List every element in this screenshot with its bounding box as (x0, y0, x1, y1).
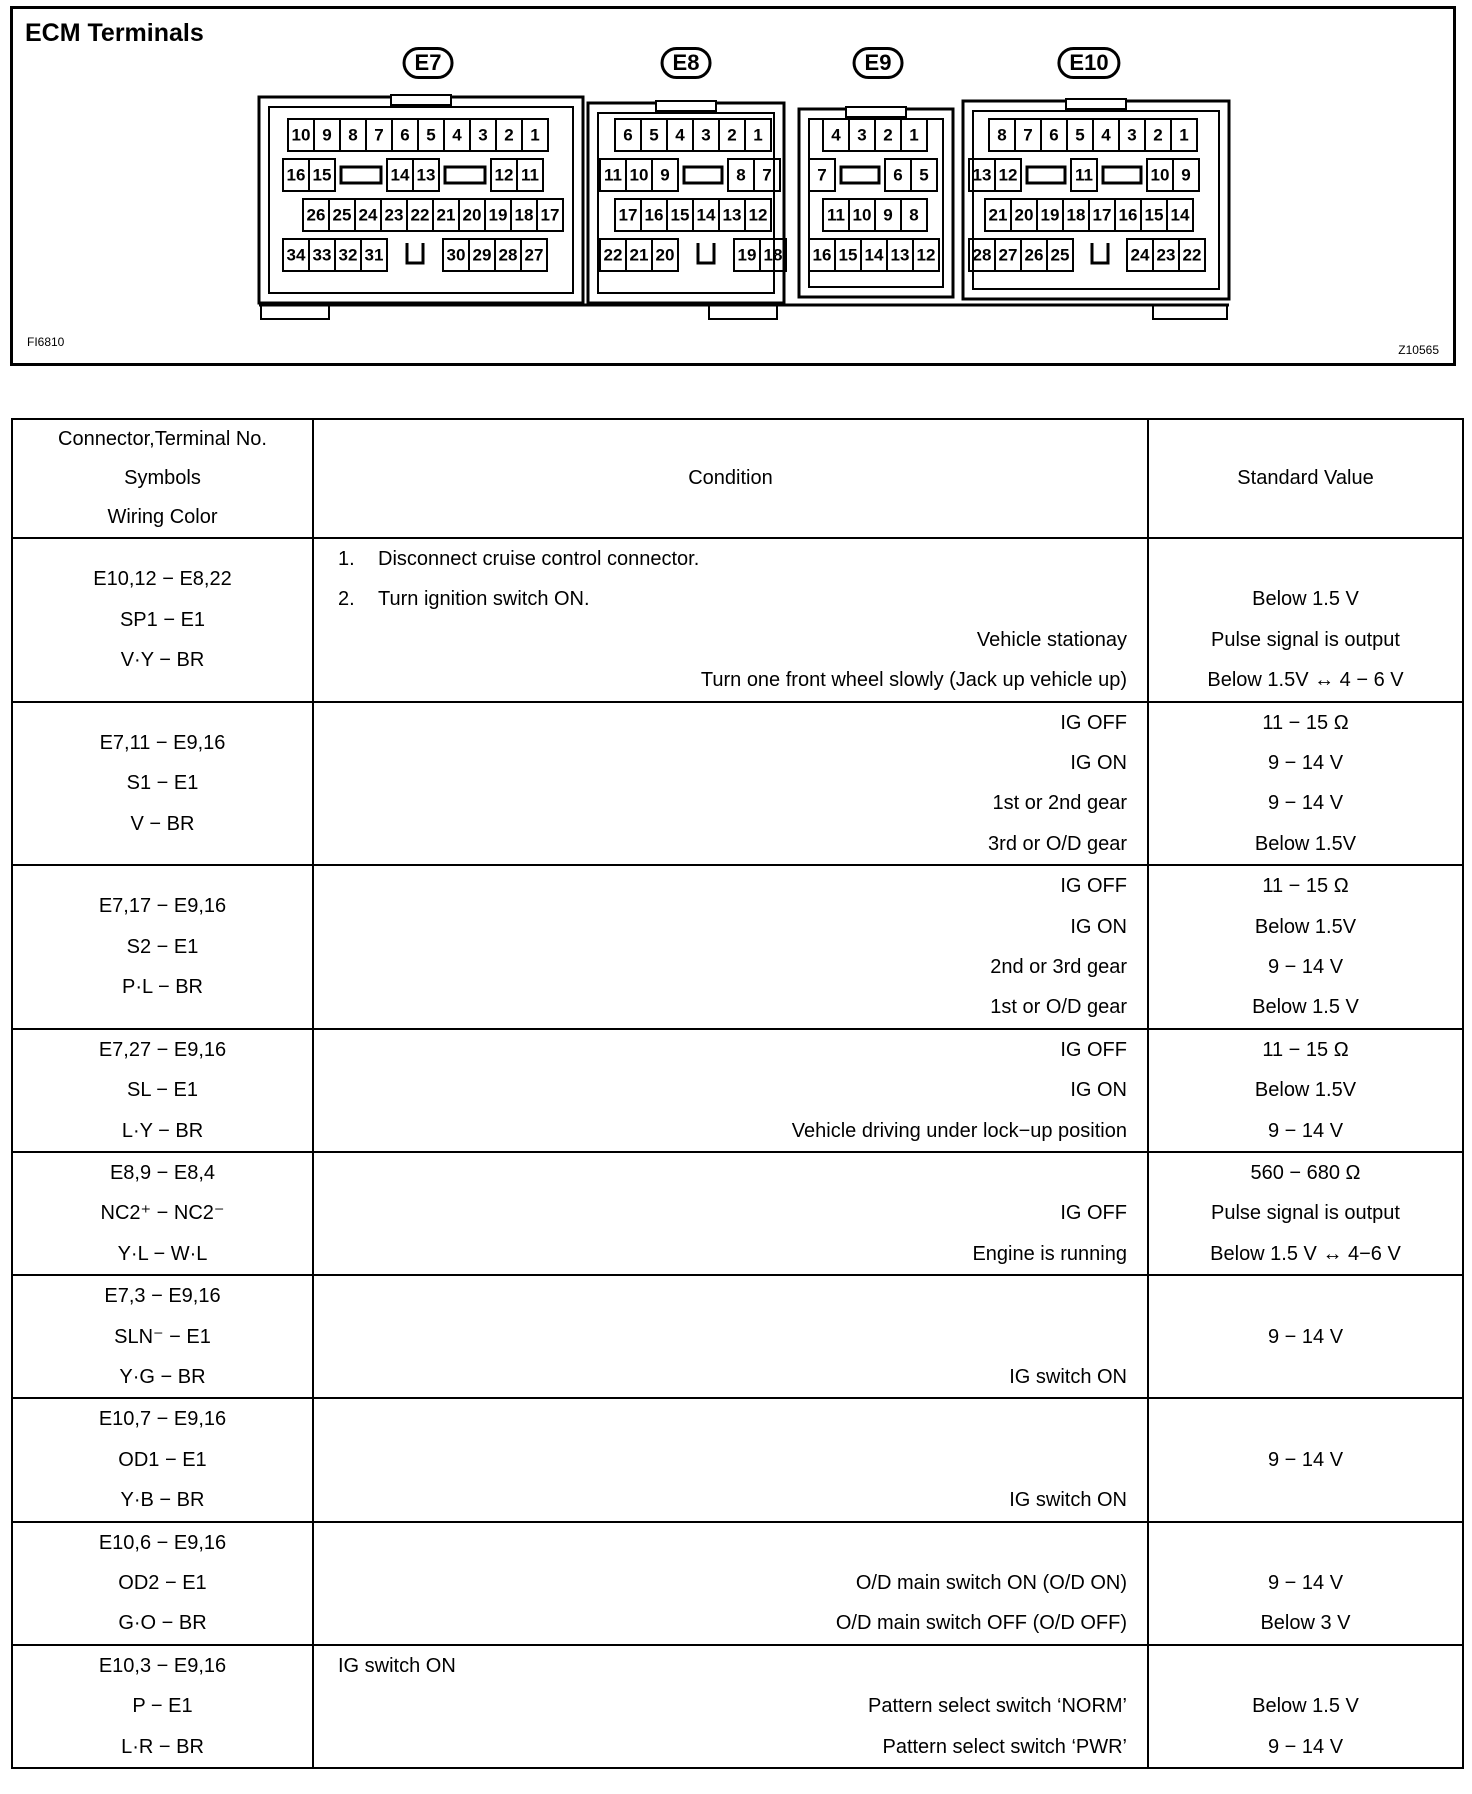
terminal-number-e9: 8 (909, 205, 919, 225)
terminal-number-e10: 4 (1101, 125, 1111, 145)
condition-step (314, 579, 1147, 619)
mounting-tab-center (709, 305, 777, 319)
terminal-number-e10: 3 (1127, 125, 1137, 145)
condition-cell (313, 1645, 1148, 1768)
terminal-number-e7: 17 (540, 205, 560, 225)
table-row (12, 538, 1463, 702)
terminal-number-e7: 33 (312, 245, 332, 265)
standard-value-line: Below 1.5 V (1252, 1695, 1359, 1718)
terminal-number-e9: 2 (883, 125, 893, 145)
terminal-number-e10: 15 (1144, 205, 1164, 225)
terminal-number-e8: 7 (762, 165, 772, 185)
terminal-number-e8: 19 (737, 245, 757, 265)
terminal-cell (12, 1152, 313, 1275)
terminal-number-e8: 22 (603, 245, 623, 265)
terminal-number-e7: 29 (472, 245, 492, 265)
terminal-cell (12, 1029, 313, 1152)
terminal-number-e7: 32 (338, 245, 358, 265)
standard-value-line: 9 − 14 V (1267, 752, 1344, 775)
terminal-number-e10: 12 (998, 165, 1018, 185)
standard-value-line: 9 − 14 V (1267, 1325, 1344, 1348)
terminal-number-e8: 15 (670, 205, 690, 225)
terminal-number-e10: 10 (1150, 165, 1170, 185)
condition-line: 2nd or 3rd gear (990, 956, 1127, 978)
header-standard-value: Standard Value (1148, 419, 1463, 538)
terminal-number-e9: 11 (827, 205, 845, 225)
standard-value-line: Below 3 V (1260, 1612, 1351, 1635)
terminal-number-e10: 7 (1023, 125, 1033, 145)
terminal-number-e10: 23 (1156, 245, 1176, 265)
terminal-number-e7: 8 (348, 125, 358, 145)
terminal-number-e7: 24 (358, 205, 378, 225)
terminal-number: E10,6 − E9,16 (98, 1531, 227, 1554)
terminal-number-e8: 2 (727, 125, 737, 145)
standard-value-line: Below 1.5V ↔ 4 − 6 V (1207, 669, 1404, 692)
terminal-number-e7: 23 (384, 205, 404, 225)
figure-code-left: FI6810 (27, 335, 65, 349)
terminal-number-e8: 5 (649, 125, 659, 145)
terminal-number-e8: 13 (722, 205, 742, 225)
standard-value-cell (1148, 865, 1463, 1029)
terminal-number-e7: 28 (498, 245, 518, 265)
condition-cell (313, 865, 1148, 1029)
terminal-number-e7: 5 (426, 125, 436, 145)
condition-line: Turn one front wheel slowly (Jack up vehicle up) (700, 669, 1127, 692)
terminal-number-e8: 9 (660, 165, 670, 185)
terminal-wiring-color: L·R − BR (121, 1735, 204, 1758)
terminal-number-e7: 34 (286, 245, 306, 265)
terminal-number-e7: 1 (530, 125, 540, 145)
terminal-wiring-color: V − BR (130, 812, 195, 835)
standard-value-line: Below 1.5 V (1252, 996, 1359, 1019)
connector-diagram (13, 9, 1453, 363)
standard-value-cell (1148, 1275, 1463, 1398)
condition-cell (313, 538, 1148, 702)
ecm-terminals-figure (10, 6, 1456, 366)
condition-cell (313, 702, 1148, 866)
condition-line: 1st or 2nd gear (992, 792, 1127, 815)
terminal-number-e8: 16 (644, 205, 664, 225)
header-terminal (12, 419, 313, 538)
standard-value-line: Below 1.5V (1254, 915, 1357, 938)
condition-cell (313, 1029, 1148, 1152)
terminal-number-e8: 14 (696, 205, 716, 225)
terminal-number-e10: 24 (1130, 245, 1150, 265)
standard-value-cell (1148, 1645, 1463, 1768)
terminal-number-e7: 31 (364, 245, 384, 265)
terminal-number-e7: 20 (462, 205, 482, 225)
terminal-number-e9: 3 (857, 125, 867, 145)
terminal-wiring-color: Y·B − BR (120, 1489, 205, 1512)
terminal-number-e10: 13 (972, 165, 992, 185)
connector-key-notch (407, 243, 423, 263)
terminal-number: E10,7 − E9,16 (98, 1408, 227, 1431)
connector-key-slot (1103, 167, 1141, 183)
terminal-cell (12, 1398, 313, 1521)
terminal-wiring-color: P·L − BR (122, 976, 203, 999)
terminal-symbols: SL − E1 (127, 1079, 198, 1102)
standard-value-line: Below 1.5V (1254, 1079, 1357, 1102)
standard-value-line: 9 − 14 V (1267, 956, 1344, 978)
standard-value-line: 560 − 680 Ω (1250, 1161, 1361, 1184)
condition-step (314, 539, 1147, 579)
terminal-number-e7: 3 (478, 125, 488, 145)
condition-line: IG OFF (1060, 875, 1127, 898)
ecm-terminal-table (11, 418, 1464, 1769)
connector-label-e7: E7 (403, 47, 454, 79)
terminal-number-e10: 8 (997, 125, 1007, 145)
terminal-number: E7,17 − E9,16 (98, 895, 227, 918)
terminal-number-e8: 11 (604, 165, 622, 185)
terminal-number: E10,12 − E8,22 (93, 568, 232, 591)
terminal-number-e8: 12 (748, 205, 768, 225)
table-row (12, 1029, 1463, 1152)
terminal-number-e9: 6 (893, 165, 903, 185)
condition-line: Pattern select switch ‘NORM’ (868, 1695, 1127, 1718)
terminal-number-e7: 22 (410, 205, 430, 225)
condition-line: Vehicle driving under lock−up position (791, 1119, 1127, 1142)
terminal-number-e10: 5 (1075, 125, 1085, 145)
condition-line: Engine is running (972, 1242, 1127, 1265)
standard-value-cell (1148, 702, 1463, 866)
condition-line: O/D main switch ON (O/D ON) (855, 1571, 1127, 1594)
terminal-number-e7: 25 (332, 205, 352, 225)
table-row (12, 865, 1463, 1029)
standard-value-cell (1148, 1398, 1463, 1521)
terminal-number-e10: 1 (1179, 125, 1189, 145)
condition-line: IG switch ON (1009, 1489, 1127, 1512)
table-header-row (12, 419, 1463, 538)
terminal-number-e10: 26 (1024, 245, 1044, 265)
terminal-number-e8: 10 (629, 165, 649, 185)
terminal-number-e9: 5 (919, 165, 929, 185)
condition-line: Vehicle stationay (976, 628, 1127, 651)
condition-note: IG switch ON (338, 1654, 456, 1677)
terminal-number-e10: 27 (998, 245, 1018, 265)
connector-latch-e10 (1066, 99, 1126, 109)
condition-line: IG OFF (1060, 711, 1127, 734)
terminal-number-e9: 9 (883, 205, 893, 225)
terminal-number-e7: 26 (306, 205, 326, 225)
terminal-number-e9: 10 (852, 205, 872, 225)
terminal-number-e9: 12 (916, 245, 936, 265)
standard-value-line: 11 − 15 Ω (1262, 1038, 1349, 1061)
connector-key-notch (698, 243, 714, 263)
connector-key-slot (341, 167, 381, 183)
terminal-number: E8,9 − E8,4 (109, 1161, 216, 1184)
standard-value-line: Pulse signal is output (1210, 628, 1400, 651)
terminal-number-e7: 9 (322, 125, 332, 145)
terminal-number-e10: 14 (1170, 205, 1190, 225)
connector-latch-e9 (846, 107, 906, 117)
condition-line: IG ON (1070, 915, 1127, 938)
terminal-number: E7,27 − E9,16 (98, 1038, 227, 1061)
figure-title: ECM Terminals (25, 19, 204, 47)
table-row (12, 1645, 1463, 1768)
condition-line: IG ON (1070, 1079, 1127, 1102)
terminal-number-e10: 11 (1075, 165, 1093, 185)
table-row (12, 702, 1463, 866)
standard-value-line: 9 − 14 V (1267, 1571, 1344, 1594)
header-terminal-line: Wiring Color (107, 506, 218, 528)
terminal-number-e9: 14 (864, 245, 884, 265)
mounting-tab-right (1153, 305, 1227, 319)
terminal-number-e9: 16 (812, 245, 832, 265)
step-number: 1. (338, 548, 355, 570)
terminal-symbols: SP1 − E1 (119, 608, 206, 631)
connector-key-notch (1092, 243, 1108, 263)
terminal-wiring-color: V·Y − BR (120, 648, 205, 671)
connector-latch-e8 (656, 101, 716, 111)
terminal-number-e8: 8 (736, 165, 746, 185)
condition-cell (313, 1398, 1148, 1521)
connector-key-slot (841, 167, 879, 183)
terminal-number: E7,11 − E9,16 (99, 731, 226, 754)
condition-line: Pattern select switch ‘PWR’ (882, 1735, 1127, 1758)
terminal-number-e10: 28 (972, 245, 992, 265)
terminal-cell (12, 1275, 313, 1398)
terminal-number-e8: 20 (655, 245, 675, 265)
header-terminal-line: Connector,Terminal No. (58, 428, 267, 450)
connector-key-slot (445, 167, 485, 183)
condition-line: 3rd or O/D gear (988, 832, 1127, 855)
condition-line: IG ON (1070, 752, 1127, 775)
terminal-number-e7: 21 (436, 205, 456, 225)
terminal-cell (12, 702, 313, 866)
terminal-number-e7: 14 (390, 165, 410, 185)
condition-line: IG OFF (1060, 1038, 1127, 1061)
terminal-number-e7: 11 (521, 165, 539, 185)
standard-value-line: Pulse signal is output (1210, 1202, 1400, 1225)
mounting-tab-left (261, 305, 329, 319)
step-text: Turn ignition switch ON. (378, 588, 590, 611)
standard-value-line: 11 − 15 Ω (1262, 875, 1349, 898)
terminal-number-e7: 15 (312, 165, 332, 185)
connector-key-slot (1027, 167, 1065, 183)
terminal-number-e7: 30 (446, 245, 466, 265)
terminal-number-e7: 10 (291, 125, 311, 145)
standard-value-cell (1148, 1029, 1463, 1152)
terminal-number-e9: 1 (909, 125, 919, 145)
table-row (12, 1152, 1463, 1275)
terminal-number-e8: 3 (701, 125, 711, 145)
terminal-number-e8: 18 (763, 245, 783, 265)
connector-label-e8: E8 (661, 47, 712, 79)
terminal-number-e7: 7 (374, 125, 384, 145)
step-text: Disconnect cruise control connector. (378, 548, 700, 570)
terminal-number-e10: 22 (1182, 245, 1202, 265)
step-number: 2. (338, 588, 355, 611)
standard-value-cell (1148, 538, 1463, 702)
table-row (12, 1275, 1463, 1398)
condition-line: IG OFF (1060, 1202, 1127, 1225)
terminal-wiring-color: Y·G − BR (119, 1365, 206, 1388)
terminal-number-e7: 18 (514, 205, 534, 225)
table-row (12, 1398, 1463, 1521)
terminal-cell (12, 538, 313, 702)
standard-value-cell (1148, 1152, 1463, 1275)
terminal-cell (12, 1522, 313, 1645)
terminal-number-e7: 27 (524, 245, 544, 265)
terminal-number-e10: 6 (1049, 125, 1059, 145)
terminal-number-e8: 6 (623, 125, 633, 145)
terminal-symbols: SLN⁻ − E1 (114, 1325, 211, 1348)
figure-code-right: Z10565 (1398, 343, 1439, 357)
terminal-number-e10: 25 (1050, 245, 1070, 265)
standard-value-line: 11 − 15 Ω (1262, 711, 1349, 734)
terminal-symbols: OD1 − E1 (118, 1448, 207, 1471)
terminal-cell (12, 1645, 313, 1768)
terminal-number-e7: 19 (488, 205, 508, 225)
terminal-number-e8: 17 (618, 205, 638, 225)
terminal-number-e10: 21 (988, 205, 1008, 225)
connector-label-e10: E10 (1057, 47, 1120, 79)
terminal-number: E7,3 − E9,16 (104, 1285, 221, 1308)
terminal-wiring-color: Y·L − W·L (117, 1242, 208, 1265)
standard-value-line: Below 1.5V (1254, 832, 1357, 855)
terminal-number-e7: 16 (286, 165, 306, 185)
standard-value-line: 9 − 14 V (1267, 1119, 1344, 1142)
condition-cell (313, 1275, 1148, 1398)
terminal-number-e9: 4 (831, 125, 841, 145)
standard-value-line: Below 1.5 V (1252, 588, 1359, 611)
terminal-number-e9: 7 (817, 165, 827, 185)
header-condition: Condition (313, 419, 1148, 538)
standard-value-line: 9 − 14 V (1267, 1448, 1344, 1471)
terminal-symbols: NC2⁺ − NC2⁻ (100, 1202, 225, 1225)
header-terminal-line: Symbols (124, 467, 201, 489)
terminal-number-e9: 15 (838, 245, 858, 265)
terminal-number-e7: 2 (504, 125, 514, 145)
terminal-number-e10: 16 (1118, 205, 1138, 225)
terminal-number-e10: 17 (1092, 205, 1112, 225)
table-row (12, 1522, 1463, 1645)
terminal-number-e9: 13 (890, 245, 910, 265)
terminal-number-e8: 21 (629, 245, 649, 265)
terminal-symbols: S1 − E1 (126, 772, 199, 795)
connector-latch-e7 (391, 95, 451, 105)
terminal-wiring-color: G·O − BR (118, 1612, 207, 1635)
terminal-number-e10: 20 (1014, 205, 1034, 225)
connector-label-e9: E9 (853, 47, 904, 79)
condition-line: 1st or O/D gear (990, 996, 1127, 1019)
standard-value-line: 9 − 14 V (1267, 792, 1344, 815)
terminal-symbols: P − E1 (132, 1695, 193, 1718)
terminal-number-e10: 2 (1153, 125, 1163, 145)
condition-cell (313, 1152, 1148, 1275)
connector-key-slot (684, 167, 722, 183)
terminal-wiring-color: L·Y − BR (121, 1119, 204, 1142)
terminal-number-e10: 18 (1066, 205, 1086, 225)
terminal-symbols: S2 − E1 (126, 935, 199, 958)
terminal-number: E10,3 − E9,16 (98, 1654, 227, 1677)
terminal-number-e7: 13 (416, 165, 436, 185)
terminal-number-e7: 12 (494, 165, 514, 185)
condition-cell (313, 1522, 1148, 1645)
terminal-cell (12, 865, 313, 1029)
terminal-symbols: OD2 − E1 (118, 1571, 207, 1594)
condition-line: IG switch ON (1009, 1365, 1127, 1388)
standard-value-cell (1148, 1522, 1463, 1645)
terminal-number-e8: 1 (753, 125, 763, 145)
condition-line: O/D main switch OFF (O/D OFF) (835, 1612, 1127, 1635)
terminal-number-e10: 19 (1040, 205, 1060, 225)
terminal-number-e10: 9 (1181, 165, 1191, 185)
terminal-number-e8: 4 (675, 125, 685, 145)
standard-value-line: 9 − 14 V (1267, 1735, 1344, 1758)
standard-value-line: Below 1.5 V ↔ 4−6 V (1210, 1242, 1401, 1265)
terminal-number-e7: 4 (452, 125, 462, 145)
terminal-number-e7: 6 (400, 125, 410, 145)
